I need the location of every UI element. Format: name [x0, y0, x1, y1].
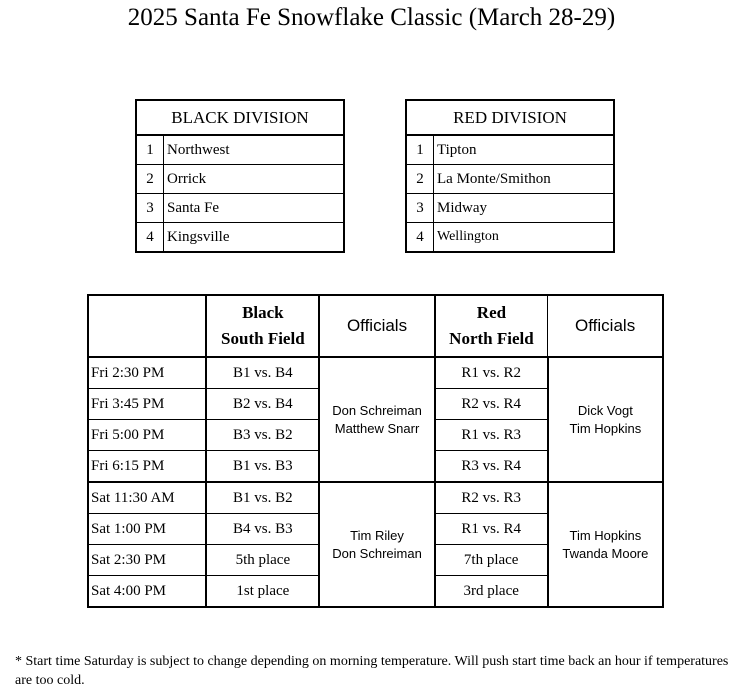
- game-time: Fri 2:30 PM: [88, 357, 206, 389]
- black-field-header: [206, 295, 319, 357]
- black-game: 5th place: [206, 545, 319, 576]
- team-number: 2: [406, 165, 434, 194]
- team-number: 3: [136, 194, 164, 223]
- team-name: Wellington: [434, 223, 615, 253]
- schedule-table: [87, 294, 664, 608]
- official-name: Don Schreiman: [332, 402, 422, 418]
- red-game: R2 vs. R3: [435, 482, 548, 514]
- black-division-table: [135, 99, 345, 253]
- red-officials-header: Officials: [548, 295, 663, 357]
- table-row: [136, 135, 344, 165]
- black-header-line1: Black: [242, 303, 284, 322]
- game-time: Fri 3:45 PM: [88, 389, 206, 420]
- table-row: [88, 357, 663, 389]
- team-name: Midway: [434, 194, 615, 223]
- official-name: Tim Hopkins: [569, 420, 642, 436]
- game-time: Fri 6:15 PM: [88, 451, 206, 483]
- red-field-header: [435, 295, 548, 357]
- table-row: [136, 223, 344, 253]
- team-number: 1: [136, 135, 164, 165]
- black-officials: [319, 357, 434, 482]
- black-game: B3 vs. B2: [206, 420, 319, 451]
- red-header-line2: North Field: [449, 329, 534, 348]
- page-title: 2025 Santa Fe Snowflake Classic (March 28-29): [127, 4, 616, 31]
- team-number: 2: [136, 165, 164, 194]
- black-game: B1 vs. B4: [206, 357, 319, 389]
- schedule-header-row: [88, 295, 663, 357]
- official-name: Tim Riley: [350, 527, 404, 543]
- red-game: 7th place: [435, 545, 548, 576]
- table-row: [406, 165, 614, 194]
- black-game: B1 vs. B3: [206, 451, 319, 483]
- game-time: Fri 5:00 PM: [88, 420, 206, 451]
- table-row: [136, 165, 344, 194]
- black-game: B4 vs. B3: [206, 514, 319, 545]
- black-game: 1st place: [206, 576, 319, 608]
- red-game: R1 vs. R3: [435, 420, 548, 451]
- red-division-table: [405, 99, 615, 253]
- red-game: 3rd place: [435, 576, 548, 608]
- team-name: Orrick: [164, 165, 345, 194]
- black-game: B1 vs. B2: [206, 482, 319, 514]
- official-name: Tim Hopkins: [569, 527, 642, 543]
- team-name: Tipton: [434, 135, 615, 165]
- time-header: [88, 295, 206, 357]
- red-game: R1 vs. R4: [435, 514, 548, 545]
- game-time: Sat 1:00 PM: [88, 514, 206, 545]
- red-division-header: RED DIVISION: [406, 100, 614, 135]
- table-row: [406, 223, 614, 253]
- red-game: R1 vs. R2: [435, 357, 548, 389]
- black-header-line2: South Field: [221, 329, 305, 348]
- black-division-header: BLACK DIVISION: [136, 100, 344, 135]
- table-row: [406, 194, 614, 223]
- official-name: Matthew Snarr: [334, 420, 420, 436]
- footnote: * Start time Saturday is subject to change depending on morning temperature. Will push start time back an hour if temperatures are too cold.: [15, 654, 729, 688]
- game-time: Sat 4:00 PM: [88, 576, 206, 608]
- game-time: Sat 11:30 AM: [88, 482, 206, 514]
- table-row: [406, 135, 614, 165]
- team-number: 3: [406, 194, 434, 223]
- team-number: 4: [136, 223, 164, 253]
- red-game: R2 vs. R4: [435, 389, 548, 420]
- red-header-line1: Red: [476, 303, 507, 322]
- red-officials: [548, 482, 663, 607]
- team-name: La Monte/Smithon: [434, 165, 615, 194]
- table-row: [136, 194, 344, 223]
- team-name: Santa Fe: [164, 194, 345, 223]
- table-row: [88, 482, 663, 514]
- red-game: R3 vs. R4: [435, 451, 548, 483]
- team-number: 1: [406, 135, 434, 165]
- black-officials: [319, 482, 434, 607]
- team-name: Northwest: [164, 135, 345, 165]
- red-officials: [548, 357, 663, 482]
- game-time: Sat 2:30 PM: [88, 545, 206, 576]
- official-name: Dick Vogt: [577, 402, 633, 418]
- black-officials-header: Officials: [319, 295, 434, 357]
- official-name: Don Schreiman: [332, 545, 422, 561]
- black-game: B2 vs. B4: [206, 389, 319, 420]
- team-name: Kingsville: [164, 223, 345, 253]
- official-name: Twanda Moore: [562, 545, 649, 561]
- team-number: 4: [406, 223, 434, 253]
